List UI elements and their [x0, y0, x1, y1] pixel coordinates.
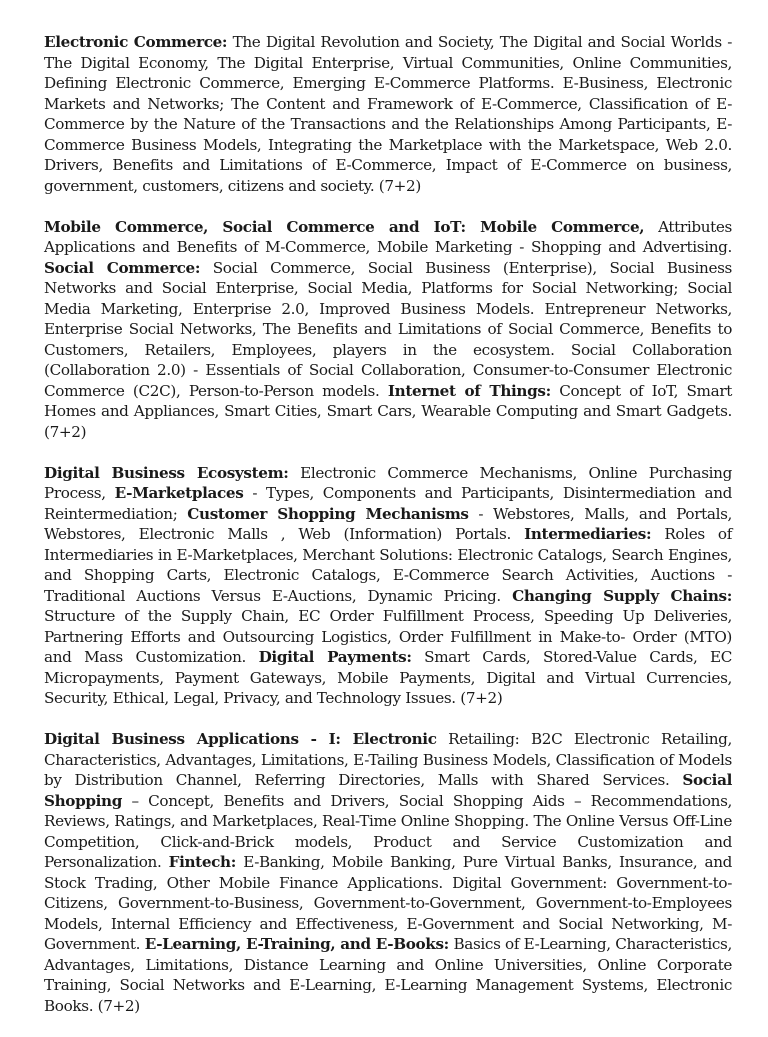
section-text: Concept of IoT, Smart Homes and Appliances, Smart Cities, Smart Cars, Wearable Computing and Smart Gadgets. (7+2)	[44, 381, 732, 441]
section-text: Attributes Applications and Benefits of M-Commerce, Mobile Marketing - Shopping and Advertising.	[44, 217, 732, 256]
section-text: Retailing: B2C Electronic Retailing, Characteristics, Advantages, Limitations, E-Tailing Business Models, Classification of Models by Distribution Channel, Referring Directories, Malls with Shared Services.	[44, 730, 732, 789]
section-text: Basics of E-Learning, Characteristics, Advantages, Limitations, Distance Learning and Online Universities, Online Corporate Training, Social Networks and E-Learning, E-Learning Management Systems, Electronic Books. (7+2)	[44, 935, 732, 1015]
section-text: Electronic Commerce Mechanisms, Online Purchasing Process,	[44, 463, 732, 502]
section-text: Structure of the Supply Chain, EC Order Fulfillment Process, Speeding Up Deliveries, Partnering Efforts and Outsourcing Logistics, Order Fulfillment in Make-to- Order (MTO) and Mass Customization.	[44, 607, 732, 666]
section-text: E-Banking, Mobile Banking, Pure Virtual Banks, Insurance, and Stock Trading, Other Mobile Finance Applications. Digital Government: Government-to-Citizens, Government-to-Business, Government-to-Government, Government-to-Employees Models, Internal Efficiency and Effectiveness, E-Government and Social Networking, M-Government.	[44, 853, 733, 953]
heading-intermediaries: Intermediaries:	[524, 525, 652, 543]
heading-electronic-commerce: Electronic Commerce:	[44, 33, 228, 51]
heading-e-marketplaces: E-Marketplaces	[114, 484, 244, 502]
heading-internet-of-things: Internet of Things:	[387, 381, 551, 400]
section-electronic-commerce	[44, 32, 732, 196]
heading-social-commerce: Social Commerce:	[44, 258, 201, 277]
heading-fintech: Fintech:	[168, 853, 237, 871]
section-digital-business-ecosystem	[44, 463, 732, 709]
section-text: Social Commerce, Social Business (Enterprise), Social Business Networks and Social Enterprise, Social Media, Platforms for Social Networking; Social Media Marketing, Enterprise 2.0, Improved Business Models. Entrepreneur Networks, Enterprise Social Networks, The Benefits and Limitations of Social Commerce, Benefits to Customers, Retailers, Employees, players in the ecosystem. Social Collaboration (Collaboration 2.0) - Essentials of Social Collaboration, Consumer-to-Consumer Electronic Commerce (C2C), Person-to-Person models.	[44, 258, 732, 400]
section-text: The Digital Revolution and Society, The Digital and Social Worlds - The Digital Economy, The Digital Enterprise, Virtual Communities, Online Communities, Defining Electronic Commerce, Emerging E-Commerce Platforms. E-Business, Electronic Markets and Networks; The Content and Framework of E-Commerce, Classification of E-Commerce by the Nature of the Transactions and the Relationships Among Participants, E-Commerce Business Models, Integrating the Marketplace with the Marketspace, Web 2.0. Drivers, Benefits and Limitations of E-Commerce, Impact of E-Commerce on business, government, customers, citizens and society. (7+2)	[44, 33, 732, 195]
section-mobile-social-iot	[44, 217, 732, 443]
heading-e-learning: E-Learning, E-Training, and E-Books:	[144, 935, 449, 953]
section-text: – Concept, Benefits and Drivers, Social Shopping Aids – Recommendations, Reviews, Ratings, and Marketplaces, Real-Time Online Shopping. The Online Versus Off-Line Competition, Click-and-Brick models, Product and Service Customization and Personalization.	[44, 791, 732, 871]
heading-digital-business-ecosystem: Digital Business Ecosystem:	[44, 463, 289, 482]
syllabus-document	[44, 32, 732, 1037]
section-digital-business-applications	[44, 729, 732, 1016]
heading-social-shopping: Social Shopping	[44, 771, 732, 810]
heading-changing-supply-chains: Changing Supply Chains:	[512, 586, 732, 605]
section-text: Smart Cards, Stored-Value Cards, EC Micropayments, Payment Gateways, Mobile Payments, Digital and Virtual Currencies, Security, Ethical, Legal, Privacy, and Technology Issues. (7+2)	[44, 648, 732, 707]
heading-mobile-social-iot: Mobile Commerce, Social Commerce and IoT: Mobile Commerce,	[44, 217, 645, 236]
heading-digital-payments: Digital Payments:	[258, 648, 412, 666]
heading-customer-shopping-mechanisms: Customer Shopping Mechanisms	[187, 504, 469, 523]
heading-digital-business-applications: Digital Business Applications - I: Electronic	[44, 730, 437, 748]
section-text: - Types, Components and Participants, Disintermediation and Reintermediation;	[44, 484, 733, 523]
section-text: - Webstores, Malls, and Portals, Webstores, Electronic Malls , Web (Information) Portals.	[44, 504, 733, 543]
section-text: Roles of Intermediaries in E-Marketplaces, Merchant Solutions: Electronic Catalogs, Search Engines, and Shopping Carts, Electronic Catalogs, E-Commerce Search Activities, Auctions - Traditional Auctions Versus E-Auctions, Dynamic Pricing.	[44, 525, 732, 605]
